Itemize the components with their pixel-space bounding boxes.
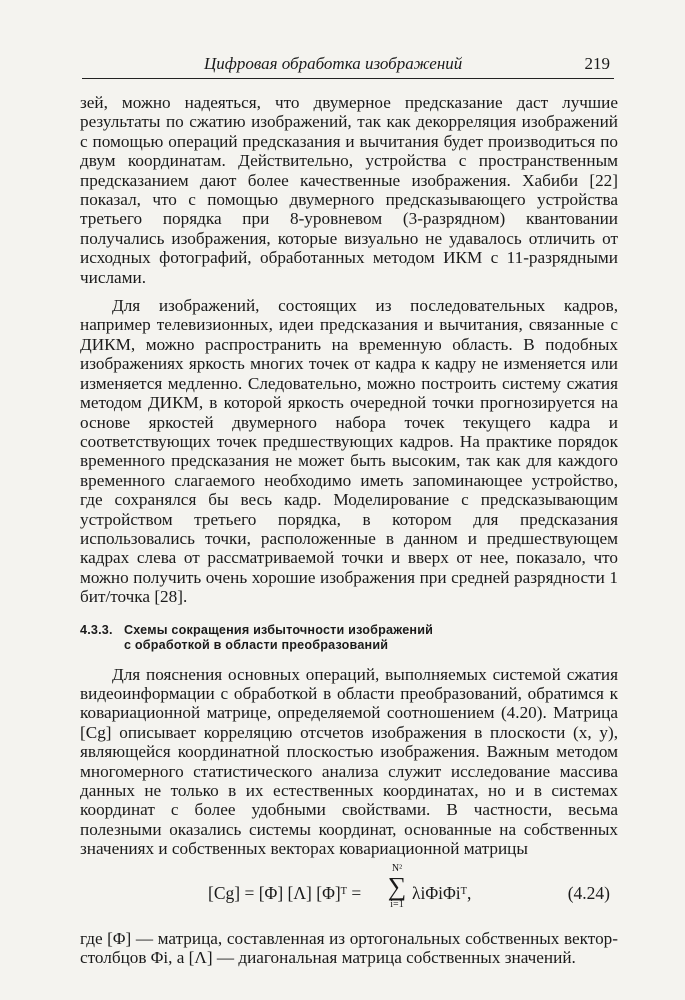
- sum-lower-limit: i=1: [390, 898, 404, 910]
- page-number: 219: [584, 54, 610, 73]
- sum-symbol: ∑: [387, 871, 407, 901]
- equation-4-24: [80, 863, 618, 925]
- page-header: [82, 52, 614, 79]
- running-title: Цифровая обработка изображений: [204, 54, 463, 73]
- section-heading: [80, 623, 618, 653]
- section-number: 4.3.3.: [80, 622, 113, 637]
- paragraph-2: Для изображений, состоящих из последовательных кадров, например телевизионных, идеи предсказания и вычитания, связанные с ДИКМ, можно распространить на временную область. В подобных изображениях яркость многих точек от кадра к кадру не изменяется или изменяется медленно. Следовательно, можно построить систему сжатия методом ДИКМ, в которой яркость очередной точки прогнозируется на основе яркостей двумерного набора точек текущего кадра и соответствующих точек предшествующих кадров. На практике порядок временного предсказания не может быть высоким, так как для каждого временного слагаемого необходимо иметь запоминающее устройство, где сохранялся бы весь кадр. Моделирование с предсказывающим устройством третьего порядка, в котором для предсказания использовались точки, расположенные в данном и предшествующем кадрах слева от рассматриваемой точки и вверх от нее, показало, что можно получить очень хорошие изображения при средней разрядности 1 бит/точка [28].: [80, 296, 618, 607]
- paragraph-4: где [Φ] — матрица, составленная из ортогональных собственных вектор-столбцов Φi, а [Λ] — диагональная матрица собственных значений.: [80, 928, 618, 968]
- formula-rhs: λiΦiΦiᵀ,: [412, 882, 472, 903]
- page-body: [80, 93, 618, 967]
- summation: [385, 863, 409, 911]
- formula-lhs: [Cg] = [Φ] [Λ] [Φ]ᵀ =: [208, 882, 362, 903]
- equation-number: (4.24): [567, 882, 610, 903]
- section-title-line-2: с обработкой в области преобразований: [124, 637, 389, 652]
- paragraph-1: зей, можно надеяться, что двумерное предсказание даст лучшие результаты по сжатию изображений, так как декорреляция изображений с помощью операций предсказания и вычитания будет производиться по двум координатам. Действительно, устройства с пространственным предсказанием дают более качественные изображения. Хабиби [22] показал, что с помощью двумерного предсказывающего устройства третьего порядка при 8-уровневом (3-разрядном) квантовании получались изображения, которые визуально не удавалось отличить от исходных фотографий, обработанных методом ИКМ с 11-разрядными числами.: [80, 93, 618, 287]
- section-title-line-1: Схемы сокращения избыточности изображений: [124, 622, 434, 637]
- sum-upper-limit: N²: [391, 862, 403, 874]
- paragraph-3: Для пояснения основных операций, выполняемых системой сжатия видеоинформации с обработкой в области преобразований, обратимся к ковариационной матрице, определяемой соотношением (4.20). Матрица [Cg] описывает корреляцию отсчетов изображения в плоскости (x, y), являющейся координатной плоскостью изображения. Важным методом многомерного статистического анализа служит исследование массива данных не только в их естественных координатах, но и в системах координат с более удобными свойствами. В частности, весьма полезными оказались системы координат, основанные на собственных значениях и собственных векторах ковариационной матрицы: [80, 664, 618, 859]
